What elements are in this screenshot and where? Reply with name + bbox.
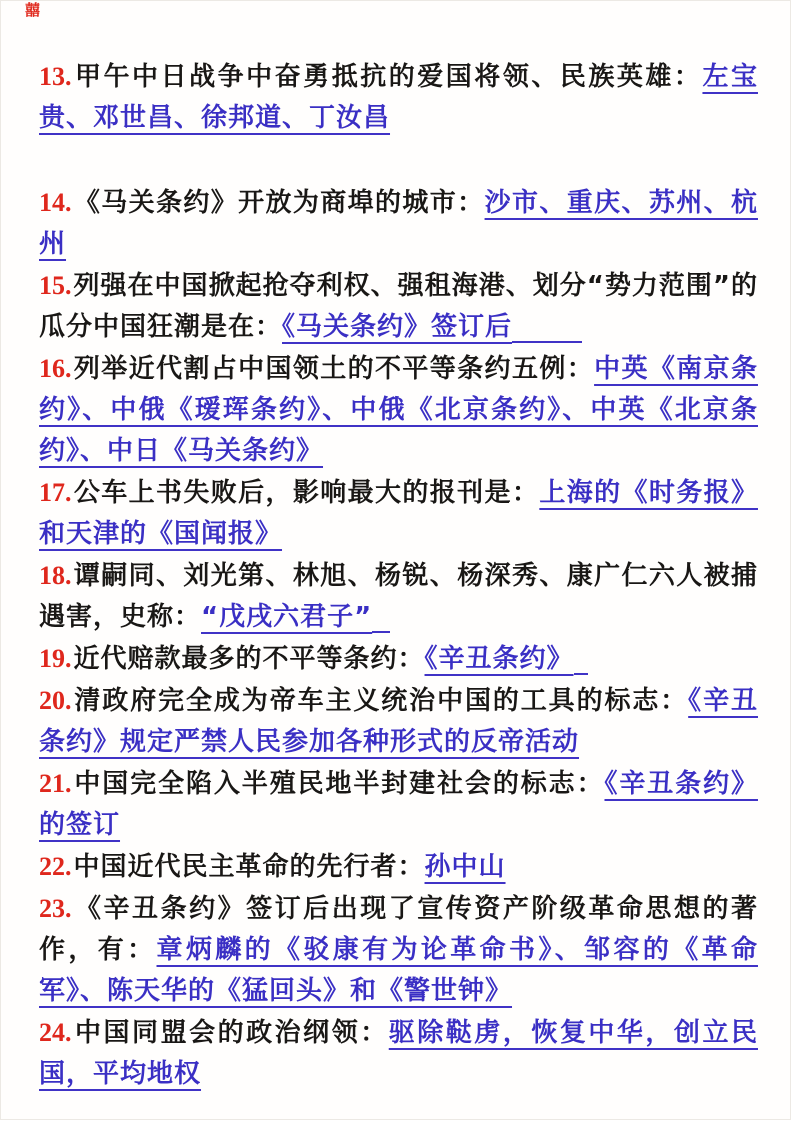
qa-item [39, 472, 758, 555]
answer-text: 《马关条约》签订后 [282, 312, 513, 342]
item-number: 13. [39, 62, 72, 91]
item-number: 24. [39, 1018, 72, 1047]
question-text: 《马关条约》开放为商埠的城市： [73, 188, 485, 218]
answer-text: 左宝贵、邓世昌、徐邦道、丁汝昌 [39, 62, 758, 133]
item-number: 16. [39, 354, 72, 383]
question-text: 中国近代民主革命的先行者： [73, 852, 425, 882]
qa-list [39, 56, 758, 1095]
answer-text: 章炳麟的《驳康有为论革命书》、邹容的《革命军》、陈天华的《猛回头》和《警世钟》 [39, 935, 758, 1006]
answer-text: “戊戌六君子” [201, 602, 373, 632]
item-number: 17. [39, 478, 72, 507]
question-text: 清政府完全成为帝车主义统治中国的工具的标志： [73, 686, 689, 716]
item-number: 21. [39, 769, 72, 798]
item-number: 20. [39, 686, 72, 715]
question-text: 《辛丑条约》签订后出现了宣传资产阶级革命思想的著作，有： [39, 894, 758, 965]
question-text: 谭嗣同、刘光第、林旭、杨锐、杨深秀、康广仁六人被捕遇害，史称： [39, 561, 758, 632]
item-number: 23. [39, 894, 72, 923]
qa-item [39, 182, 758, 265]
item-number: 18. [39, 561, 72, 590]
qa-item [39, 56, 758, 139]
qa-item [39, 1012, 758, 1095]
qa-item [39, 348, 758, 472]
qa-item [39, 763, 758, 846]
answer-text: 《辛丑条约》 [424, 644, 574, 674]
question-text: 中国同盟会的政治纲领： [73, 1018, 389, 1048]
qa-item [39, 846, 758, 888]
answer-underline-tail [574, 672, 588, 675]
answer-text: 《辛丑条约》规定严禁人民参加各种形式的反帝活动 [39, 686, 758, 757]
qa-item [39, 555, 758, 638]
answer-text: 驱除鞑虏，恢复中华，创立民国，平均地权 [39, 1018, 758, 1089]
answer-text: 沙市、重庆、苏州、杭州 [39, 188, 758, 259]
question-text: 列强在中国掀起抢夺利权、强租海港、划分“势力范围”的瓜分中国狂潮是在： [39, 271, 758, 342]
qa-item [39, 680, 758, 763]
answer-text: 中英《南京条约》、中俄《瑷珲条约》、中俄《北京条约》、中英《北京条约》、中日《马关条约》 [39, 354, 758, 466]
qa-item [39, 265, 758, 348]
answer-underline-tail [512, 340, 582, 343]
question-text: 公车上书失败后，影响最大的报刊是： [73, 478, 540, 508]
item-number: 15. [39, 271, 72, 300]
answer-text: 孙中山 [424, 852, 506, 882]
qa-item [39, 888, 758, 1012]
item-number: 14. [39, 188, 72, 217]
question-text: 列举近代割占中国领土的不平等条约五例： [73, 354, 595, 384]
question-text: 甲午中日战争中奋勇抵抗的爱国将领、民族英雄： [73, 62, 703, 92]
answer-underline-tail [372, 630, 390, 633]
question-text: 近代赔款最多的不平等条约： [73, 644, 425, 674]
qa-item [39, 638, 758, 680]
answer-text: 《辛丑条约》的签订 [39, 769, 758, 840]
answer-text: 上海的《时务报》和天津的《国闻报》 [39, 478, 758, 549]
item-number: 19. [39, 644, 72, 673]
corner-stamp: 囍 [25, 1, 41, 19]
question-text: 中国完全陷入半殖民地半封建社会的标志： [73, 769, 605, 799]
item-number: 22. [39, 852, 72, 881]
